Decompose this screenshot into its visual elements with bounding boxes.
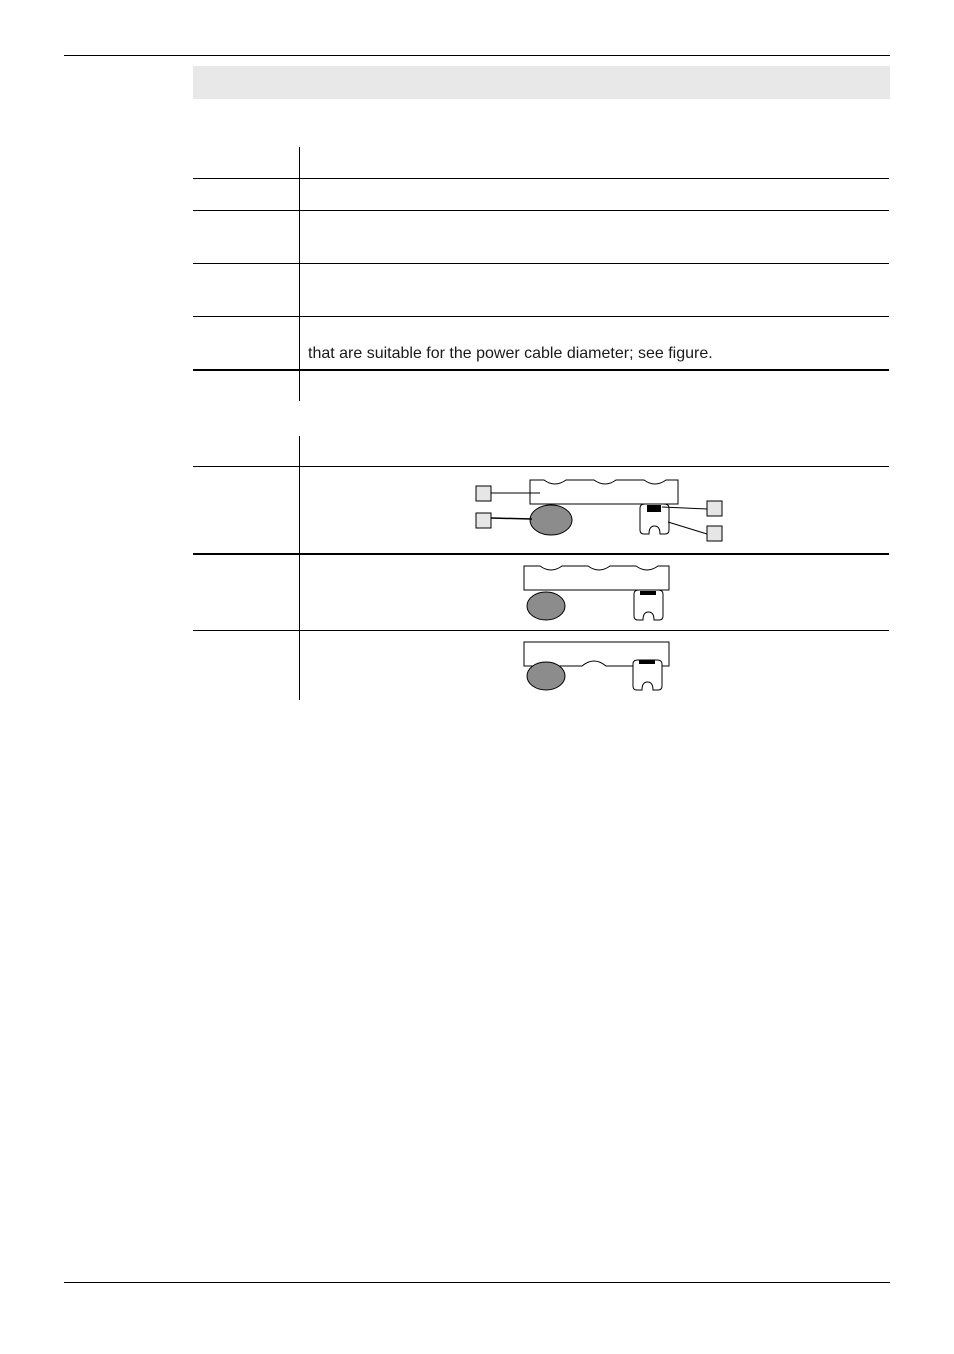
table-1-row-rule-heavy: [193, 369, 889, 371]
callout-box-4: [707, 526, 722, 541]
table-1-row-rule: [193, 316, 889, 317]
blind-plug-tab: [639, 660, 655, 664]
section-title-bar: [193, 66, 890, 99]
table-1-row-rule: [193, 178, 889, 179]
cable-gland-figure-step-2: [520, 560, 672, 624]
table-1-column-divider: [299, 147, 300, 401]
table-2-row-rule: [193, 630, 889, 631]
callout-box-3: [707, 501, 722, 516]
round-cable-seal: [530, 505, 572, 535]
cable-gland-figure-step-3: [520, 638, 672, 694]
cable-gland-figure-labeled: [470, 474, 730, 548]
table-1-row-rule: [193, 263, 889, 264]
blind-plug-tab: [640, 591, 656, 595]
blind-plug-tab: [647, 505, 661, 512]
round-cable-seal: [527, 592, 565, 620]
callout-box-2: [476, 513, 491, 528]
leader-line-4: [668, 522, 707, 534]
sealing-insert-strip: [524, 566, 669, 590]
callout-box-1: [476, 486, 491, 501]
table-1-row-rule: [193, 210, 889, 211]
table-2-column-divider: [299, 436, 300, 700]
footer-rule: [64, 1282, 890, 1283]
table-2-row-rule-heavy: [193, 553, 889, 555]
round-cable-seal: [527, 662, 565, 690]
leader-line-2: [491, 518, 532, 519]
table-1-row-5-text: that are suitable for the power cable diameter; see figure.: [308, 345, 713, 362]
blind-plug: [633, 660, 662, 690]
sealing-insert-strip: [530, 480, 678, 504]
header-rule: [64, 55, 890, 56]
table-2-row-rule: [193, 466, 889, 467]
